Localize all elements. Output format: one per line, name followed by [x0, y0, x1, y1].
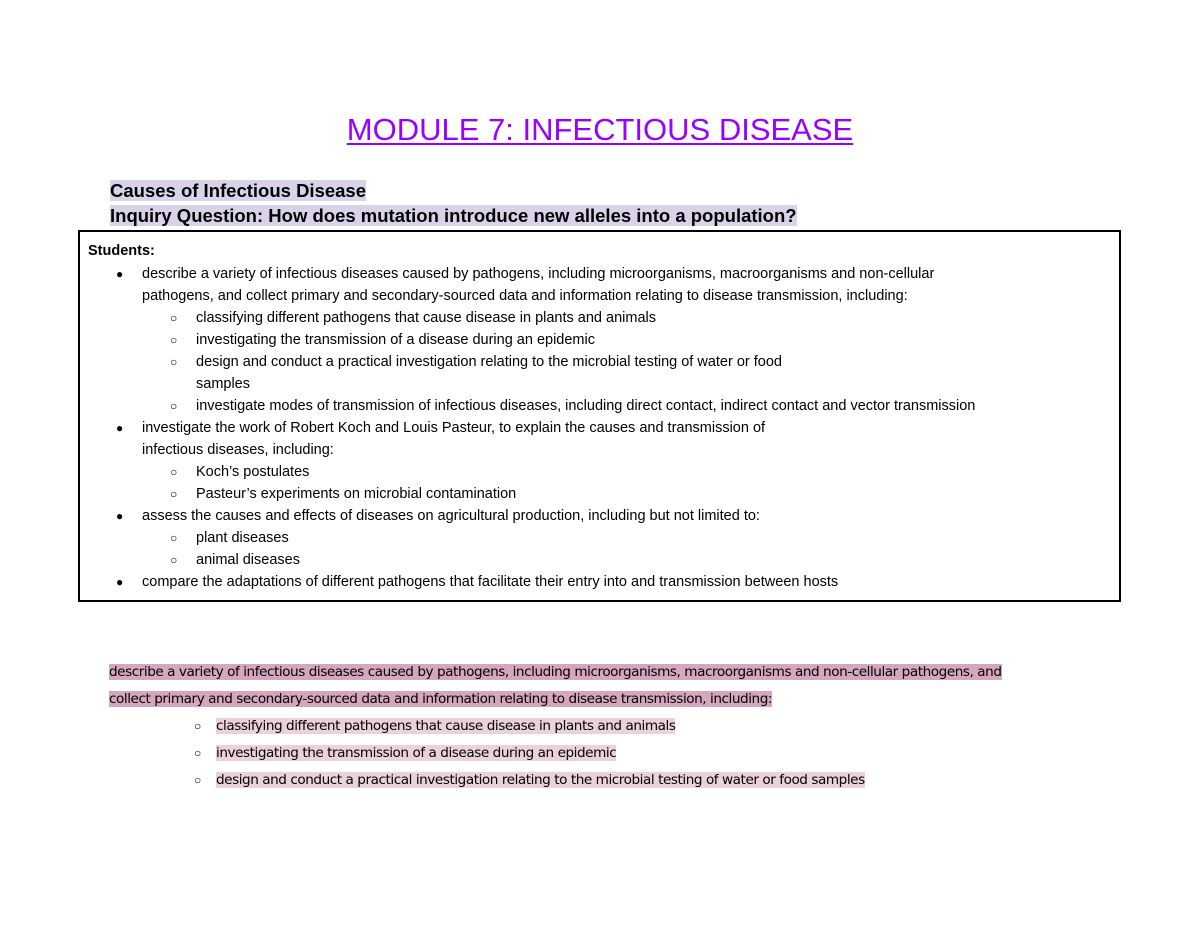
circle-bullet-icon: ○ [194, 773, 202, 787]
bullet-icon: ● [116, 509, 124, 523]
list-item: compare the adaptations of different pathogens that facilitate their entry into and transmission between hosts [142, 574, 839, 590]
note-line: describe a variety of infectious diseases caused by pathogens, including microorganisms, macroorganisms and non-cellular pathogens, and [109, 664, 1002, 680]
list-item-continuation: pathogens, and collect primary and secondary-sourced data and information relating to disease transmission, including: [142, 288, 908, 304]
list-item: assess the causes and effects of diseases on agricultural production, including but not limited to: [142, 508, 760, 524]
sub-list-item: design and conduct a practical investigation relating to the microbial testing of water or food [196, 354, 782, 370]
sub-list-item: Pasteur’s experiments on microbial contamination [196, 486, 517, 502]
sub-list-item: Koch’s postulates [196, 464, 310, 480]
sub-list-item-continuation: samples [196, 376, 250, 392]
list-item-continuation: infectious diseases, including: [142, 442, 334, 458]
circle-bullet-icon: ○ [194, 746, 202, 760]
sub-list-item: animal diseases [196, 552, 300, 568]
list-item: describe a variety of infectious diseases caused by pathogens, including microorganisms, macroorganisms and non-cellular [142, 266, 935, 282]
note-sub-line: investigating the transmission of a disease during an epidemic [216, 745, 617, 761]
list-item: investigate the work of Robert Koch and Louis Pasteur, to explain the causes and transmission of [142, 420, 766, 436]
note-sub-line: classifying different pathogens that cause disease in plants and animals [216, 718, 676, 734]
sub-list-item: investigating the transmission of a disease during an epidemic [196, 332, 595, 348]
circle-bullet-icon: ○ [170, 333, 178, 347]
circle-bullet-icon: ○ [170, 531, 178, 545]
circle-bullet-icon: ○ [170, 399, 178, 413]
bullet-icon: ● [116, 267, 124, 281]
bullet-icon: ● [116, 575, 124, 589]
note-line: collect primary and secondary-sourced data and information relating to disease transmission, including: [109, 691, 773, 707]
circle-bullet-icon: ○ [170, 553, 178, 567]
syllabus-box [78, 230, 1121, 602]
inquiry-question: Inquiry Question: How does mutation introduce new alleles into a population? [110, 205, 797, 226]
circle-bullet-icon: ○ [170, 465, 178, 479]
circle-bullet-icon: ○ [170, 355, 178, 369]
circle-bullet-icon: ○ [170, 311, 178, 325]
students-heading: Students: [88, 243, 155, 259]
sub-list-item: investigate modes of transmission of infectious diseases, including direct contact, indirect contact and vector transmission [196, 398, 976, 414]
section-title: Causes of Infectious Disease [110, 180, 367, 201]
circle-bullet-icon: ○ [194, 719, 202, 733]
sub-list-item: plant diseases [196, 530, 289, 546]
circle-bullet-icon: ○ [170, 487, 178, 501]
page-title: MODULE 7: INFECTIOUS DISEASE [346, 112, 854, 147]
sub-list-item: classifying different pathogens that cause disease in plants and animals [196, 310, 656, 326]
bullet-icon: ● [116, 421, 124, 435]
note-sub-line: design and conduct a practical investigation relating to the microbial testing of water or food samples [216, 772, 865, 788]
